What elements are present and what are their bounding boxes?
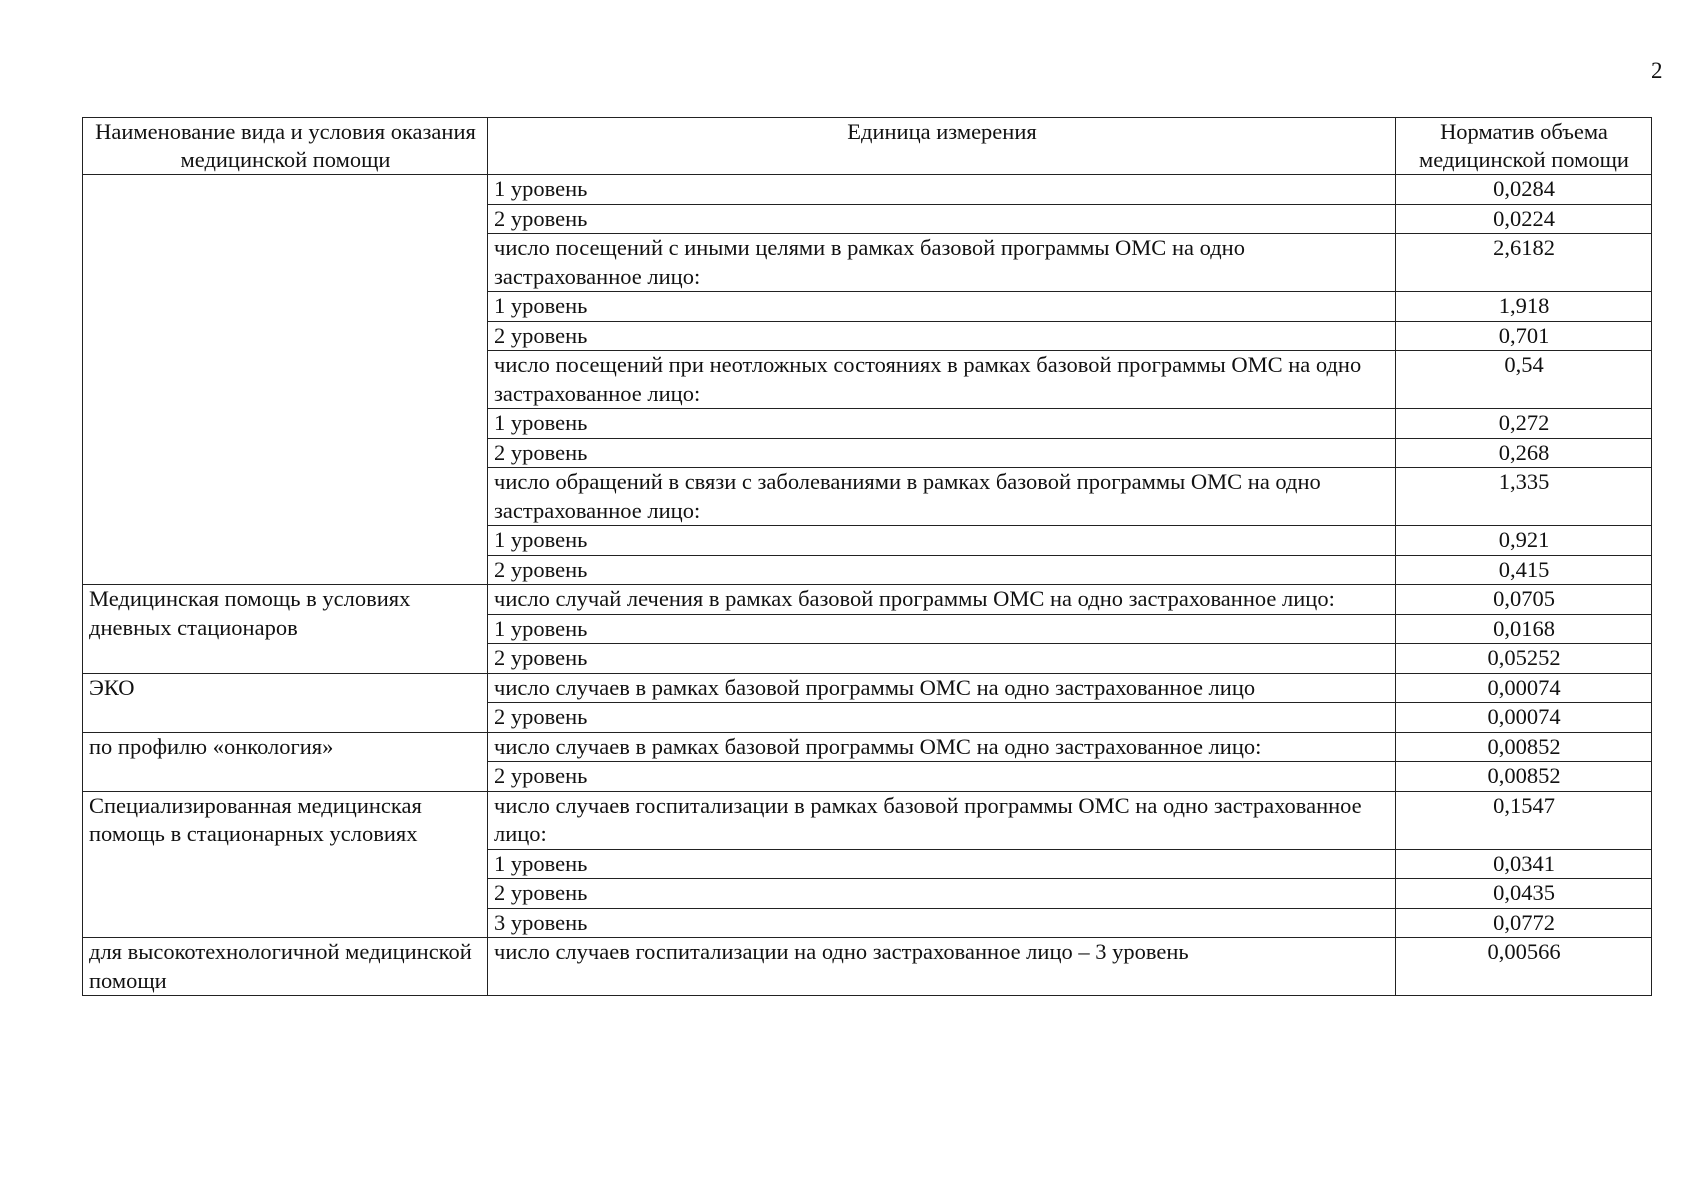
unit-cell: число случаев госпитализации на одно застрахованное лицо – 3 уровень [488,938,1396,996]
unit-cell: число случаев госпитализации в рамках базовой программы ОМС на одно застрахованное лицо: [488,791,1396,849]
header-unit: Единица измерения [488,118,1396,175]
table-body [83,175,1652,996]
care-kind-cell: для высокотехнологичной медицинской помощи [83,938,488,996]
norm-value-cell: 0,05252 [1396,644,1652,674]
norms-table [82,117,1652,996]
header-row [83,118,1652,175]
unit-cell: 1 уровень [488,526,1396,556]
norm-value-cell: 0,00074 [1396,673,1652,703]
care-kind-cell: ЭКО [83,673,488,732]
norm-value-cell: 0,415 [1396,555,1652,585]
norm-value-cell: 1,918 [1396,292,1652,322]
table-header [83,118,1652,175]
unit-cell: 1 уровень [488,292,1396,322]
norm-value-cell: 0,0224 [1396,204,1652,234]
unit-cell: 1 уровень [488,614,1396,644]
norm-value-cell: 0,272 [1396,409,1652,439]
unit-cell: 1 уровень [488,409,1396,439]
norm-value-cell: 0,268 [1396,438,1652,468]
norm-value-cell: 0,54 [1396,351,1652,409]
header-kind: Наименование вида и условия оказания медицинской помощи [83,118,488,175]
norm-value-cell: 0,00852 [1396,732,1652,762]
care-kind-cell: Специализированная медицинская помощь в стационарных условиях [83,791,488,938]
unit-cell: 2 уровень [488,321,1396,351]
norm-value-cell: 0,0168 [1396,614,1652,644]
unit-cell: 2 уровень [488,879,1396,909]
unit-cell: число случай лечения в рамках базовой программы ОМС на одно застрахованное лицо: [488,585,1396,615]
norm-value-cell: 0,0772 [1396,908,1652,938]
care-kind-cell: Медицинская помощь в условиях дневных стационаров [83,585,488,674]
unit-cell: 2 уровень [488,555,1396,585]
norm-value-cell: 2,6182 [1396,234,1652,292]
table-row [83,732,1652,762]
unit-cell: число случаев в рамках базовой программы ОМС на одно застрахованное лицо [488,673,1396,703]
table-row [83,585,1652,615]
unit-cell: 2 уровень [488,438,1396,468]
unit-cell: число посещений с иными целями в рамках базовой программы ОМС на одно застрахованное лицо: [488,234,1396,292]
unit-cell: 3 уровень [488,908,1396,938]
table-row [83,791,1652,849]
unit-cell: 1 уровень [488,849,1396,879]
norm-value-cell: 0,701 [1396,321,1652,351]
norm-value-cell: 0,00074 [1396,703,1652,733]
unit-cell: 2 уровень [488,644,1396,674]
unit-cell: число посещений при неотложных состояниях в рамках базовой программы ОМС на одно застрахованное лицо: [488,351,1396,409]
norm-value-cell: 0,0341 [1396,849,1652,879]
page-number: 2 [1651,58,1663,83]
norm-value-cell: 0,00852 [1396,762,1652,792]
unit-cell: 2 уровень [488,204,1396,234]
norm-value-cell: 0,00566 [1396,938,1652,996]
norm-value-cell: 1,335 [1396,468,1652,526]
unit-cell: 2 уровень [488,762,1396,792]
care-kind-cell: по профилю «онкология» [83,732,488,791]
care-kind-cell [83,175,488,585]
norm-value-cell: 0,0705 [1396,585,1652,615]
norm-value-cell: 0,0284 [1396,175,1652,205]
norm-value-cell: 0,921 [1396,526,1652,556]
header-norm: Норматив объема медицинской помощи [1396,118,1652,175]
table-row [83,938,1652,996]
unit-cell: число случаев в рамках базовой программы ОМС на одно застрахованное лицо: [488,732,1396,762]
unit-cell: 1 уровень [488,175,1396,205]
table-row [83,175,1652,205]
norm-value-cell: 0,0435 [1396,879,1652,909]
norm-value-cell: 0,1547 [1396,791,1652,849]
unit-cell: число обращений в связи с заболеваниями в рамках базовой программы ОМС на одно застрахованное лицо: [488,468,1396,526]
unit-cell: 2 уровень [488,703,1396,733]
table-row [83,673,1652,703]
